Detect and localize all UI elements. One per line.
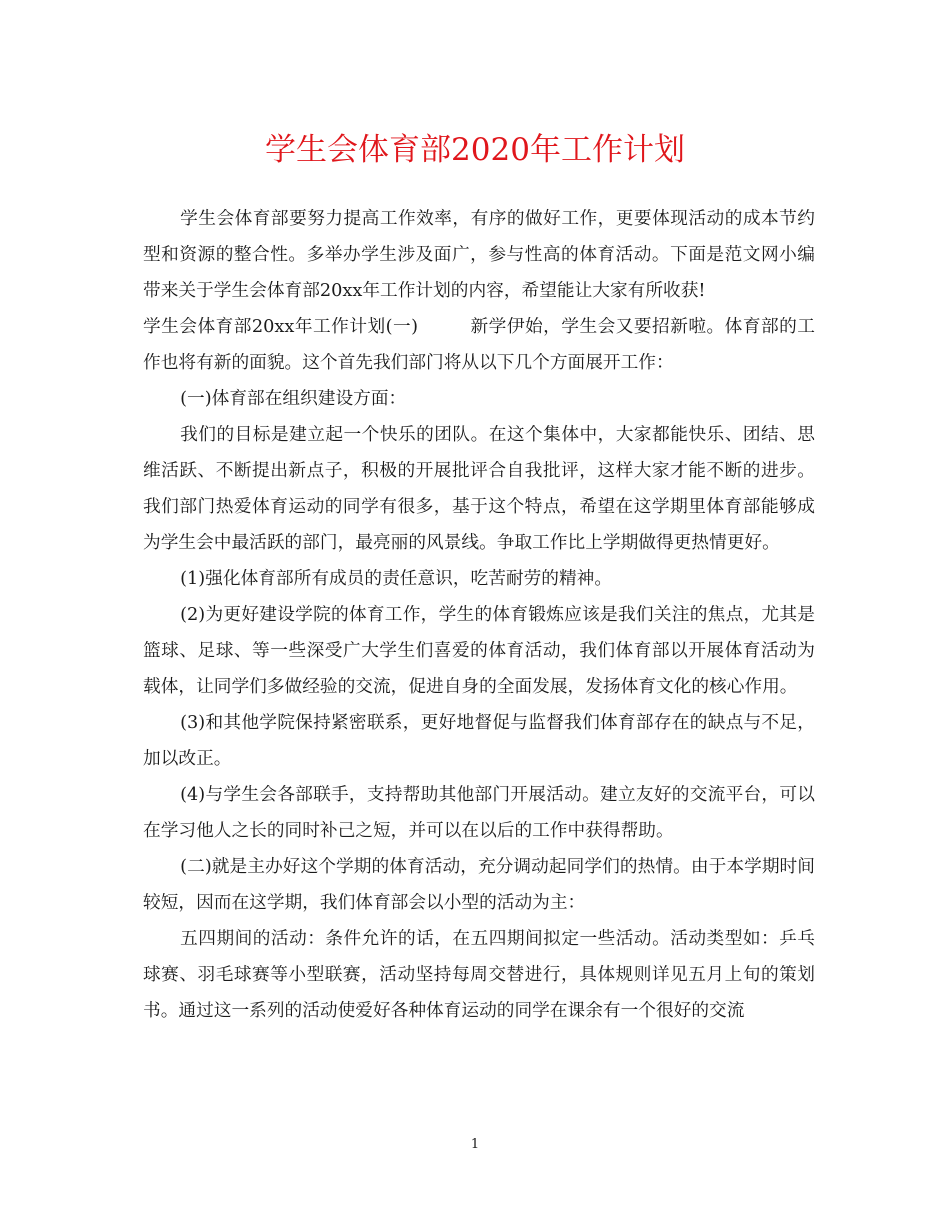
document-title: 学生会体育部2020年工作计划 (265, 132, 685, 168)
document-body (143, 201, 815, 1029)
list-item-1: (1)强化体育部所有成员的责任意识，吃苦耐劳的精神。 (180, 569, 613, 589)
plan-section-text: 新学伊始，学生会又要招新啦。体育部的工作也将有新的面貌。这个首先我们部门将从以下几个方面展开工作： (143, 317, 815, 373)
may-fourth-paragraph: 五四期间的活动：条件允许的话，在五四期间拟定一些活动。活动类型如：乒乓球赛、羽毛球赛等小型联赛，活动坚持每周交替进行，具体规则详见五月上旬的策划书。通过这一系列的活动使爱好各种体育运动的同学在课余有一个很好的交流 (143, 929, 815, 1021)
plan-section-paragraph (143, 309, 815, 381)
intro-paragraph: 学生会体育部要努力提高工作效率，有序的做好工作，更要体现活动的成本节约型和资源的整合性。多举办学生涉及面广，参与性高的体育活动。下面是范文网小编带来关于学生会体育部20xx年工作计划的内容，希望能让大家有所收获! (143, 209, 815, 301)
section-heading-organization: (一)体育部在组织建设方面： (180, 389, 407, 409)
goals-paragraph: 我们的目标是建立起一个快乐的团队。在这个集体中，大家都能快乐、团结、思维活跃、不断提出新点子，积极的开展批评合自我批评，这样大家才能不断的进步。我们部门热爱体育运动的同学有很多，基于这个特点，希望在这学期里体育部能够成为学生会中最活跃的部门，最亮丽的风景线。争取工作比上学期做得更热情更好。 (143, 425, 815, 553)
list-item-3: (3)和其他学院保持紧密联系，更好地督促与监督我们体育部存在的缺点与不足，加以改正。 (143, 713, 815, 769)
section-heading-activities: (二)就是主办好这个学期的体育活动，充分调动起同学们的热情。由于本学期时间较短，因而在这学期，我们体育部会以小型的活动为主： (143, 857, 815, 913)
list-item-2: (2)为更好建设学院的体育工作，学生的体育锻炼应该是我们关注的焦点，尤其是篮球、足球、等一些深受广大学生们喜爱的体育活动，我们体育部以开展体育活动为载体，让同学们多做经验的交流，促进自身的全面发展，发扬体育文化的核心作用。 (143, 605, 815, 697)
plan-section-heading: 学生会体育部20xx年工作计划(一) (143, 317, 419, 337)
page-number: 1 (470, 1137, 480, 1152)
list-item-4: (4)与学生会各部联手，支持帮助其他部门开展活动。建立友好的交流平台，可以在学习他人之长的同时补己之短，并可以在以后的工作中获得帮助。 (143, 785, 815, 841)
